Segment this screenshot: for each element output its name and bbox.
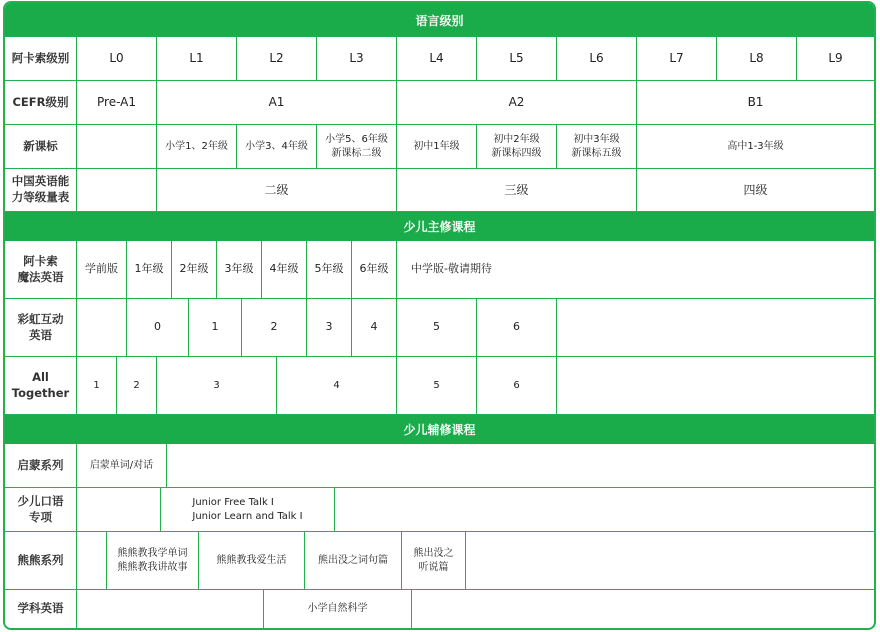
- all-together-cell: 3: [157, 357, 277, 415]
- cefr-cell: B1: [637, 81, 874, 125]
- row-label-curriculum: 新课标: [5, 125, 77, 169]
- row-label-oral: 少儿口语 专项: [5, 488, 77, 532]
- section-header-language-level: [5, 3, 874, 37]
- cefr-cell: A2: [397, 81, 637, 125]
- empty-cell: [466, 532, 874, 590]
- magic-cell: 中学版-敬请期待: [397, 241, 874, 299]
- cefr-cell: A1: [157, 81, 397, 125]
- row-label-rainbow: 彩虹互动 英语: [5, 299, 77, 357]
- course-level-table: [3, 1, 876, 630]
- magic-cell: 4年级: [262, 241, 307, 299]
- all-together-cell: 2: [117, 357, 157, 415]
- row-label-all-together: All Together: [5, 357, 77, 415]
- empty-cell: [557, 299, 874, 357]
- level-cell: L6: [557, 37, 637, 81]
- row-label-subject: 学科英语: [5, 590, 77, 628]
- cefr-cell: Pre-A1: [77, 81, 157, 125]
- level-cell: L4: [397, 37, 477, 81]
- magic-cell: 6年级: [352, 241, 397, 299]
- curriculum-cell: 初中3年级 新课标五级: [557, 125, 637, 169]
- rainbow-cell: 5: [397, 299, 477, 357]
- level-cell: L3: [317, 37, 397, 81]
- oral-cell: Junior Free Talk I Junior Learn and Talk I: [161, 488, 335, 532]
- row-label-enlighten: 启蒙系列: [5, 444, 77, 488]
- section-title: 语言级别: [415, 13, 464, 28]
- empty-cell: [77, 125, 157, 169]
- curriculum-cell: 小学3、4年级: [237, 125, 317, 169]
- bear-cell: 熊熊教我学单词 熊熊教我讲故事: [107, 532, 199, 590]
- magic-cell: 学前版: [77, 241, 127, 299]
- row-label-bear: 熊熊系列: [5, 532, 77, 590]
- curriculum-cell: 高中1-3年级: [637, 125, 874, 169]
- level-cell: L0: [77, 37, 157, 81]
- enlighten-cell: 启蒙单词/对话: [77, 444, 167, 488]
- rainbow-cell: 0: [127, 299, 189, 357]
- row-label-level: 阿卡索级别: [5, 37, 77, 81]
- empty-cell: [412, 590, 874, 628]
- level-cell: L2: [237, 37, 317, 81]
- magic-cell: 2年级: [172, 241, 217, 299]
- magic-cell: 1年级: [127, 241, 172, 299]
- all-together-cell: 1: [77, 357, 117, 415]
- level-cell: L8: [717, 37, 797, 81]
- empty-cell: [77, 532, 107, 590]
- level-cell: L1: [157, 37, 237, 81]
- rainbow-cell: 3: [307, 299, 352, 357]
- level-cell: L7: [637, 37, 717, 81]
- all-together-cell: 4: [277, 357, 397, 415]
- magic-cell: 3年级: [217, 241, 262, 299]
- bear-cell: 熊熊教我爱生活: [199, 532, 305, 590]
- rainbow-cell: 1: [189, 299, 242, 357]
- row-label-magic: 阿卡索 魔法英语: [5, 241, 77, 299]
- curriculum-cell: 小学1、2年级: [157, 125, 237, 169]
- empty-cell: [77, 299, 127, 357]
- empty-cell: [77, 169, 157, 212]
- rainbow-cell: 4: [352, 299, 397, 357]
- row-label-cse: 中国英语能 力等级量表: [5, 169, 77, 212]
- section-title: 少儿主修课程: [403, 220, 476, 234]
- cse-cell: 三级: [397, 169, 637, 212]
- empty-cell: [167, 444, 874, 488]
- rainbow-cell: 6: [477, 299, 557, 357]
- cse-cell: 四级: [637, 169, 874, 212]
- empty-cell: [557, 357, 874, 415]
- magic-cell: 5年级: [307, 241, 352, 299]
- row-label-cefr: CEFR级别: [5, 81, 77, 125]
- bear-cell: 熊出没之词句篇: [305, 532, 402, 590]
- subject-cell: 小学自然科学: [264, 590, 412, 628]
- cse-cell: 二级: [157, 169, 397, 212]
- curriculum-cell: 初中2年级 新课标四级: [477, 125, 557, 169]
- section-header-aux-courses: [5, 415, 874, 444]
- empty-cell: [335, 488, 874, 532]
- all-together-cell: 6: [477, 357, 557, 415]
- empty-cell: [77, 488, 161, 532]
- level-cell: L9: [797, 37, 874, 81]
- rainbow-cell: 2: [242, 299, 307, 357]
- level-cell: L5: [477, 37, 557, 81]
- all-together-cell: 5: [397, 357, 477, 415]
- curriculum-cell: 初中1年级: [397, 125, 477, 169]
- section-title: 少儿辅修课程: [403, 423, 476, 437]
- section-header-main-courses: [5, 212, 874, 241]
- empty-cell: [77, 590, 264, 628]
- curriculum-cell: 小学5、6年级 新课标二级: [317, 125, 397, 169]
- bear-cell: 熊出没之 听说篇: [402, 532, 466, 590]
